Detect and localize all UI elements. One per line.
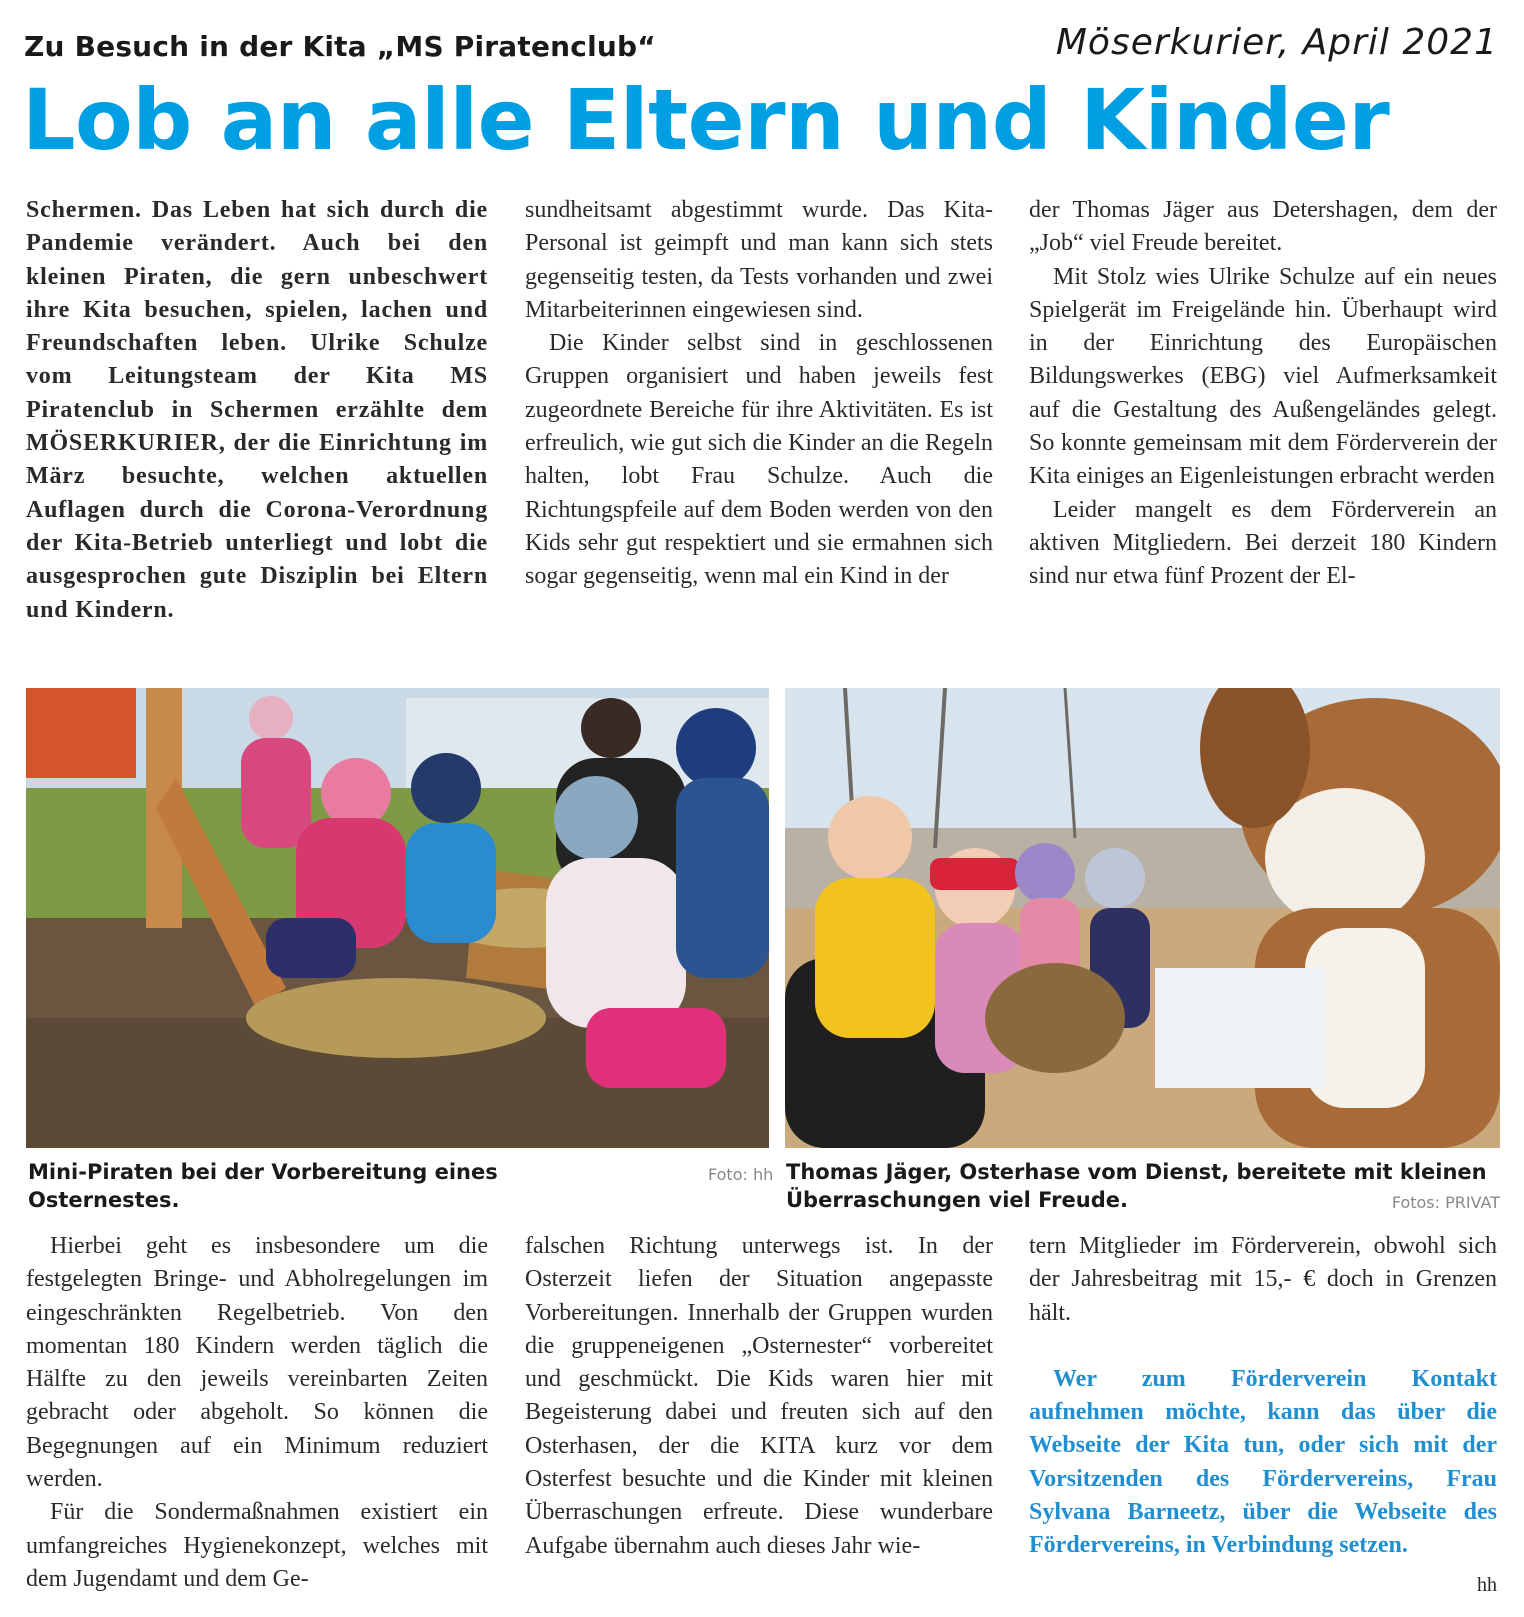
photo-caption-right: Thomas Jäger, Osterhase vom Dienst, bereitete mit kleinen Überraschungen viel Freude. [786,1160,1487,1212]
paragraph: Mit Stolz wies Ulrike Schulze auf ein neues Spielgerät im Freigelände hin. Überhaupt wird in der Einrichtung des Europäischen Bildungswerkes (EBG) viel Aufmerksamkeit auf die Gestaltung des Außengeländes gelegt. So konnte gemeinsam mit dem Förderverein der Kita einiges an Eigenleistungen erbracht werden [1029,263,1497,490]
paragraph: tern Mitglieder im Förderverein, obwohl sich der Jahresbeitrag mit 15,- € doch in Grenzen hält. [1029,1233,1497,1326]
paragraph: der Thomas Jäger aus Detershagen, dem der „Job“ viel Freude bereitet. [1029,197,1497,257]
photo-easter-bunny-illustration [785,688,1500,1148]
contact-paragraph: Wer zum Förderverein Kontakt aufnehmen möchte, kann das über die Webseite der Kita tun, oder sich mit der Vorsitzenden des Fördervereins, Frau Sylvana Barneetz, über die Webseite des Fördervereins, in Verbindung setzen. [1029,1365,1497,1559]
lead-paragraph: Schermen. Das Leben hat sich durch die Pandemie verändert. Auch bei den kleinen Piraten, die gern unbeschwert ihre Kita besuchen, spielen, lachen und Freundschaften leben. Ulrike Schulze vom Leitungsteam der Kita MS Piratenclub in Schermen erzählte dem MÖSERKURIER, der die Einrichtung im März besuchte, welchen aktuellen Auflagen durch die Corona-Verordnung der Kita-Betrieb unterliegt und lobt die ausgesprochen gute Disziplin bei Eltern und Kindern. [26,197,488,623]
paragraph: Die Kinder selbst sind in geschlossenen Gruppen organisiert und haben jeweils fest zugeordnete Bereiche für ihre Aktivitäten. Es ist erfreulich, wie gut sich die Kinder an die Regeln halten, lobt Frau Schulze. Auch die Richtungspfeile auf dem Boden werden von den Kids sehr gut respektiert und sie ermahnen sich sogar gegenseitig, wenn mal ein Kind in der [525,330,993,590]
photo-easter-nest-illustration [26,688,769,1148]
top-column-3 [1029,194,1497,594]
top-column-2 [525,194,993,594]
bottom-column-3 [1029,1230,1497,1602]
photo-caption-left: Mini-Piraten bei der Vorbereitung eines Osternestes. [28,1160,498,1212]
bottom-column-1 [26,1230,488,1596]
paragraph: Hierbei geht es insbesondere um die festgelegten Bringe- und Abholregelungen im eingeschränkten Regelbetrieb. Von den momentan 180 Kindern werden täglich die Hälfte zu den jeweils vereinbarten Zeiten gebracht oder abgeholt. So können die Begegnungen auf ein Minimum reduziert werden. [26,1233,488,1493]
article-kicker: Zu Besuch in der Kita „MS Piratenclub“ [24,30,656,63]
article-headline: Lob an alle Eltern und Kinder [22,71,1390,169]
publication-masthead: Möserkurier, April 2021 [1055,22,1498,63]
paragraph: sundheitsamt abgestimmt wurde. Das Kita-Personal ist geimpft und man kann sich stets gegenseitig testen, da Tests vorhanden und zwei Mitarbeiterinnen eingewiesen sind. [525,197,993,323]
top-column-1 [26,194,488,627]
photo-credit-left: Foto: hh [708,1165,774,1184]
photo-easter-bunny [785,688,1500,1148]
bottom-column-2 [525,1230,993,1563]
paragraph: Für die Sondermaßnahmen existiert ein umfangreiches Hygienekonzept, welches mit dem Jugendamt und dem Ge- [26,1499,488,1592]
paragraph: falschen Richtung unterwegs ist. In der Osterzeit liefen der Situation angepasste Vorbereitungen. Innerhalb der Gruppen wurden die gruppeneigenen „Osternester“ vorbereitet und geschmückt. Die Kids waren hier mit Begeisterung dabei und freuten sich auf den Osterhasen, der die KITA kurz vor dem Osterfest besuchte und die Kinder mit kleinen Überraschungen erfreute. Diese wunderbare Aufgabe übernahm auch dieses Jahr wie- [525,1233,993,1559]
author-signature: hh [1477,1573,1497,1596]
photo-easter-nest [26,688,769,1148]
photo-credit-right: Fotos: PRIVAT [1391,1193,1500,1212]
paragraph: Leider mangelt es dem Förderverein an aktiven Mitgliedern. Bei derzeit 180 Kindern sind nur etwa fünf Prozent der El- [1029,496,1497,590]
